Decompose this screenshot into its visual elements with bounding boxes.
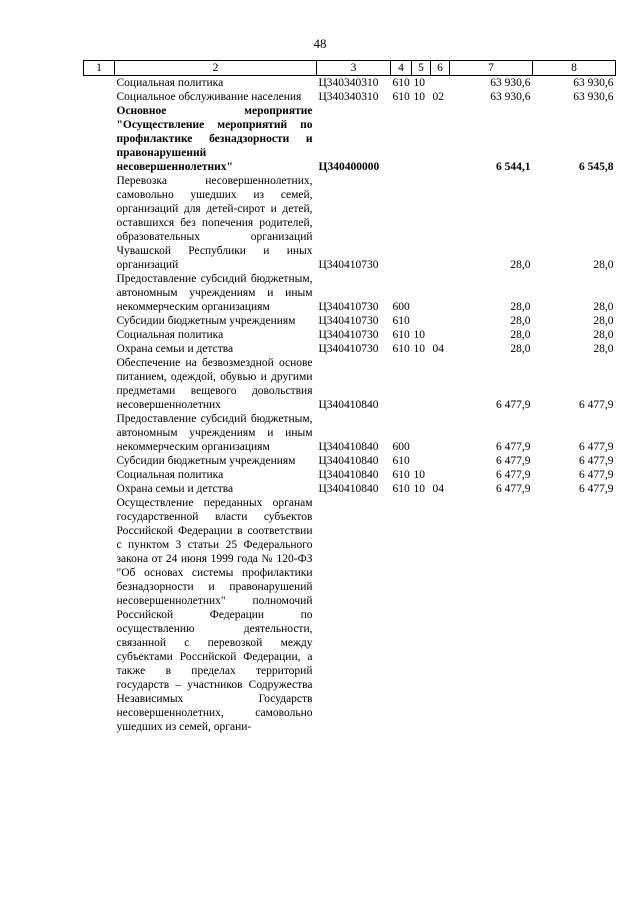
row-code: Ц340410840 xyxy=(318,483,379,495)
row-subsection xyxy=(431,272,450,314)
row-expense-type: 600 xyxy=(392,301,410,313)
row-amount-col8: 6 477,9 xyxy=(579,441,614,453)
row-name: Охрана семьи и детства xyxy=(116,343,234,355)
row-expense-type: 610 xyxy=(392,329,410,341)
row-amount-col8: 6 545,8 xyxy=(579,161,614,173)
header-col-7: 7 xyxy=(450,61,533,76)
row-code: Ц340410730 xyxy=(318,329,379,341)
row-name: Обеспечение на безвозмездной основе питанием, одеждой, обувью и другими предметами вещевого довольствия несовершеннолетних xyxy=(116,357,313,411)
row-expense-type: 610 xyxy=(392,77,410,89)
row-section: 10 xyxy=(413,483,425,495)
row-code: Ц340410840 xyxy=(318,455,379,467)
row-subsection xyxy=(431,314,450,328)
row-expense-type: 610 xyxy=(392,483,410,495)
row-name: Перевозка несовершеннолетних, самовольно ушедших из семей, организаций для детей-сирот и детей, оставшихся без попечения родителей, образовательных организаций Чувашской Республики и иных организаций xyxy=(116,175,313,271)
row-expense-type xyxy=(391,496,412,734)
row-index-cell xyxy=(84,412,115,454)
row-name: Охрана семьи и детства xyxy=(116,483,234,495)
row-subsection xyxy=(431,328,450,342)
row-amount-col8 xyxy=(533,496,616,734)
row-section xyxy=(412,454,431,468)
row-code: Ц340340310 xyxy=(318,77,379,89)
header-col-5: 5 xyxy=(412,61,431,76)
row-index-cell xyxy=(84,314,115,328)
row-name: Субсидии бюджетным учреждениям xyxy=(116,455,296,467)
row-subsection: 04 xyxy=(432,483,444,495)
row-subsection xyxy=(431,356,450,412)
row-subsection xyxy=(431,468,450,482)
row-name: Социальная политика xyxy=(116,469,224,481)
row-section: 10 xyxy=(413,329,425,341)
row-section: 10 xyxy=(413,343,425,355)
row-name: Предоставление субсидий бюджетным, автономным учреждениям и иным некоммерческим организациям xyxy=(116,413,313,453)
row-amount-col7: 28,0 xyxy=(510,329,531,341)
row-name: Субсидии бюджетным учреждениям xyxy=(116,315,296,327)
row-amount-col8: 6 477,9 xyxy=(579,469,614,481)
row-expense-type: 610 xyxy=(392,343,410,355)
row-code: Ц340410730 xyxy=(318,259,379,271)
row-amount-col8: 28,0 xyxy=(593,343,614,355)
row-amount-col8: 63 930,6 xyxy=(573,77,614,89)
row-subsection xyxy=(431,454,450,468)
row-expense-type: 600 xyxy=(392,441,410,453)
budget-table xyxy=(83,60,616,734)
row-index-cell xyxy=(84,356,115,412)
row-amount-col8: 28,0 xyxy=(593,301,614,313)
row-amount-col7: 6 477,9 xyxy=(496,469,531,481)
row-section xyxy=(412,496,431,734)
row-subsection xyxy=(431,174,450,272)
row-code xyxy=(317,496,391,734)
table-row xyxy=(84,328,616,342)
row-index-cell xyxy=(84,342,115,356)
row-amount-col8: 28,0 xyxy=(593,259,614,271)
row-amount-col8: 28,0 xyxy=(593,315,614,327)
table-row xyxy=(84,104,616,174)
row-amount-col7: 63 930,6 xyxy=(490,91,531,103)
row-amount-col8: 6 477,9 xyxy=(579,399,614,411)
row-code: Ц340410730 xyxy=(318,315,379,327)
row-subsection xyxy=(431,104,450,174)
row-section xyxy=(412,174,431,272)
table-row xyxy=(84,76,616,91)
row-name: Социальное обслуживание населения xyxy=(116,91,302,103)
table-row xyxy=(84,412,616,454)
row-amount-col8: 63 930,6 xyxy=(573,91,614,103)
table-row xyxy=(84,272,616,314)
table-row xyxy=(84,174,616,272)
header-col-8: 8 xyxy=(533,61,616,76)
row-index-cell xyxy=(84,482,115,496)
row-name: Социальная политика xyxy=(116,329,224,341)
row-amount-col7: 63 930,6 xyxy=(490,77,531,89)
row-index-cell xyxy=(84,90,115,104)
row-index-cell xyxy=(84,76,115,91)
row-section xyxy=(412,104,431,174)
row-code: Ц340410840 xyxy=(318,469,379,481)
row-section xyxy=(412,412,431,454)
row-code: Ц340410840 xyxy=(318,399,379,411)
row-expense-type: 610 xyxy=(392,315,410,327)
row-section xyxy=(412,272,431,314)
row-expense-type xyxy=(391,174,412,272)
row-index-cell xyxy=(84,468,115,482)
table-header-row xyxy=(84,61,616,76)
row-code: Ц340410730 xyxy=(318,301,379,313)
row-index-cell xyxy=(84,454,115,468)
row-amount-col7: 6 477,9 xyxy=(496,483,531,495)
row-expense-type: 610 xyxy=(392,91,410,103)
row-name: Осуществление переданных органам государственной власти субъектов Российской Федерации в соответствии с пунктом 3 статьи 25 Федерального закона от 24 июня 1999 года № 120-ФЗ "Об основах системы профилактики безнадзорности и правонарушений несовершеннолетних" полномочий Российской Федерации по осуществлению деятельности, связанной с перевозкой между субъектами Российской Федерации, а также в пределах территорий государств – участников Содружества Независимых Государств несовершеннолетних, самовольно ушедших из семей, органи- xyxy=(116,497,313,733)
row-amount-col8: 6 477,9 xyxy=(579,455,614,467)
row-amount-col8: 28,0 xyxy=(593,329,614,341)
row-subsection: 04 xyxy=(432,343,444,355)
table-row xyxy=(84,356,616,412)
row-section xyxy=(412,314,431,328)
row-subsection: 02 xyxy=(432,91,444,103)
table-row xyxy=(84,454,616,468)
row-name: Предоставление субсидий бюджетным, автономным учреждениям и иным некоммерческим организациям xyxy=(116,273,313,313)
row-amount-col7 xyxy=(450,496,533,734)
row-amount-col7: 28,0 xyxy=(510,343,531,355)
row-amount-col7: 6 477,9 xyxy=(496,441,531,453)
row-index-cell xyxy=(84,496,115,734)
row-amount-col7: 6 477,9 xyxy=(496,455,531,467)
table-row xyxy=(84,90,616,104)
row-expense-type: 610 xyxy=(392,469,410,481)
table-row xyxy=(84,482,616,496)
header-col-6: 6 xyxy=(431,61,450,76)
table-row xyxy=(84,496,616,734)
header-col-2: 2 xyxy=(115,61,317,76)
table-row xyxy=(84,342,616,356)
row-code: Ц340410730 xyxy=(318,343,379,355)
header-col-4: 4 xyxy=(391,61,412,76)
table-row xyxy=(84,314,616,328)
row-subsection xyxy=(431,76,450,91)
row-code: Ц340340310 xyxy=(318,91,379,103)
row-amount-col7: 28,0 xyxy=(510,301,531,313)
row-section: 10 xyxy=(413,77,425,89)
row-code: Ц340410840 xyxy=(318,441,379,453)
row-expense-type xyxy=(391,104,412,174)
row-amount-col7: 28,0 xyxy=(510,315,531,327)
header-col-3: 3 xyxy=(317,61,391,76)
header-col-1: 1 xyxy=(84,61,115,76)
row-index-cell xyxy=(84,272,115,314)
row-expense-type xyxy=(391,356,412,412)
row-section xyxy=(412,356,431,412)
row-amount-col7: 28,0 xyxy=(510,259,531,271)
row-amount-col7: 6 477,9 xyxy=(496,399,531,411)
row-index-cell xyxy=(84,174,115,272)
row-section: 10 xyxy=(413,91,425,103)
row-expense-type: 610 xyxy=(392,455,410,467)
row-name: Основное мероприятие "Осуществление мероприятий по профилактике безнадзорности и правонарушений несовершеннолетних" xyxy=(116,105,313,173)
row-index-cell xyxy=(84,328,115,342)
page-number: 48 xyxy=(313,36,327,51)
row-name: Социальная политика xyxy=(116,77,224,89)
row-code: Ц340400000 xyxy=(318,161,380,173)
row-amount-col7: 6 544,1 xyxy=(496,161,531,173)
row-section: 10 xyxy=(413,469,425,481)
row-amount-col8: 6 477,9 xyxy=(579,483,614,495)
row-index-cell xyxy=(84,104,115,174)
row-subsection xyxy=(431,412,450,454)
row-subsection xyxy=(431,496,450,734)
table-row xyxy=(84,468,616,482)
